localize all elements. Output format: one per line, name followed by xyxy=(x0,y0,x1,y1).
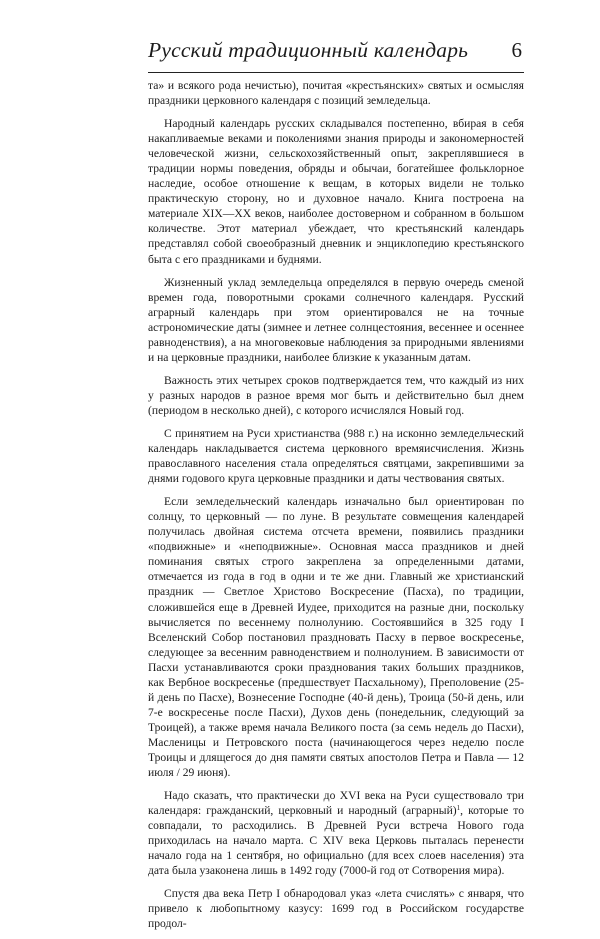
page-number: 6 xyxy=(511,38,522,62)
body-text xyxy=(148,78,524,939)
paragraph-2: Народный календарь русских складывался постепенно, вбирая в себя накапливаемые веками и поколениями знания природы и закономерностей человеческой жизни, сельскохозяйственный опыт, закреплявшиеся в традиции нормы поведения, обряды и обычаи, богатейшее фольклорное наследие, особое отношение к вещам, в которых видели не только практическую сторону, но и духовное начало. Книга построена на материале XIX—XX веков, наиболее достоверном и собранном в большом количестве. Этот материал убеждает, что крестьянский календарь представлял собой своеобразный дневник и энциклопедию крестьянского быта с его праздниками и буднями. xyxy=(148,117,524,266)
paragraph-6: Если земледельческий календарь изначально был ориентирован по солнцу, то церковный — по луне. В результате совмещения календарей получилась двойная система отсчета времени, появились праздники «подвижные» и «неподвижные». Основная масса праздников и дней поминания святых строго закреплена за определенными датами, отмечается из года в год в одни и те же дни. Главный же христианский праздник — Светлое Христово Воскресение (Пасха), по традиции, сложившейся еще в Древней Иудее, приходится на разные дни, поскольку вычисляется по весеннему полнолунию. Состоявшийся в 325 году I Вселенский Собор постановил праздновать Пасху в первое воскресенье, следующее за весенним равноденствием и полнолунием. В зависимости от Пасхи устанавливаются сроки празднования таких больших праздников, как Вербное воскресенье (предшествует Пасхальному), Преполовение (25-й день по Пасхе), Вознесение Господне (40-й день), Троица (50-й день, или 7-е воскресенье после Пасхи), Духов день (понедельник, следующий за Троицей), а также время начала Великого поста (за семь недель до Пасхи), Масленицы и Петровского поста (начинающегося через неделю после Троицы и длящегося до дня памяти святых апостолов Петра и Павла — 12 июля / 29 июня). xyxy=(148,495,524,780)
paragraph-5: С принятием на Руси христианства (988 г.) на исконно земледельческий календарь накладывается система церковного времяисчисления. Жизнь православного населения стала определяться святцами, закрепившими за днями годового круга церковные праздники и даты чествования святых. xyxy=(148,426,524,486)
paragraph-7 xyxy=(148,788,524,878)
paragraph-3: Жизненный уклад земледельца определялся в первую очередь сменой времен года, поворотными сроками солнечного календаря. Русский аграрный календарь при этом ориентировался не на точные астрономические даты (зимнее и летнее солнцестояния, весеннее и осеннее равноденствия), а на многовековые наблюдения за природными явлениями и на церковные праздники, наиболее близкие к указанным датам. xyxy=(148,275,524,364)
paragraph-7-end: , которые то совпадали, то расходились. В Древней Руси встреча Нового года приходилась на начало марта. С XIV века Церковь пыталась перенести начало года на 1 сентября, но официально (для всех слоев населения) эта дата была узаконена лишь в 1492 году (7000-й год от Сотворения мира). xyxy=(148,804,524,878)
page-header xyxy=(148,38,524,73)
paragraph-1: та» и всякого рода нечистью), почитая «крестьянских» святых и осмысляя праздники церковного календаря с позиций земледельца. xyxy=(148,79,524,108)
footnote-reference[interactable]: 1 xyxy=(456,804,461,813)
paragraph-8: Спустя два века Петр I обнародовал указ «лета счислять» с января, что привело к любопытному казусу: 1699 год в Российском государстве продол- xyxy=(148,887,524,931)
paragraph-4: Важность этих четырех сроков подтверждается тем, что каждый из них у разных народов в разное время мог быть и действительно был днем (периодом в несколько дней), с которого исчислялся Новый год. xyxy=(148,373,524,417)
paragraph-7-start: Надо сказать, что практически до XVI века на Руси существовало три календаря: гражданский, церковный и народный (аграрный) xyxy=(148,789,524,818)
running-title: Русский традиционный календарь xyxy=(148,38,469,62)
